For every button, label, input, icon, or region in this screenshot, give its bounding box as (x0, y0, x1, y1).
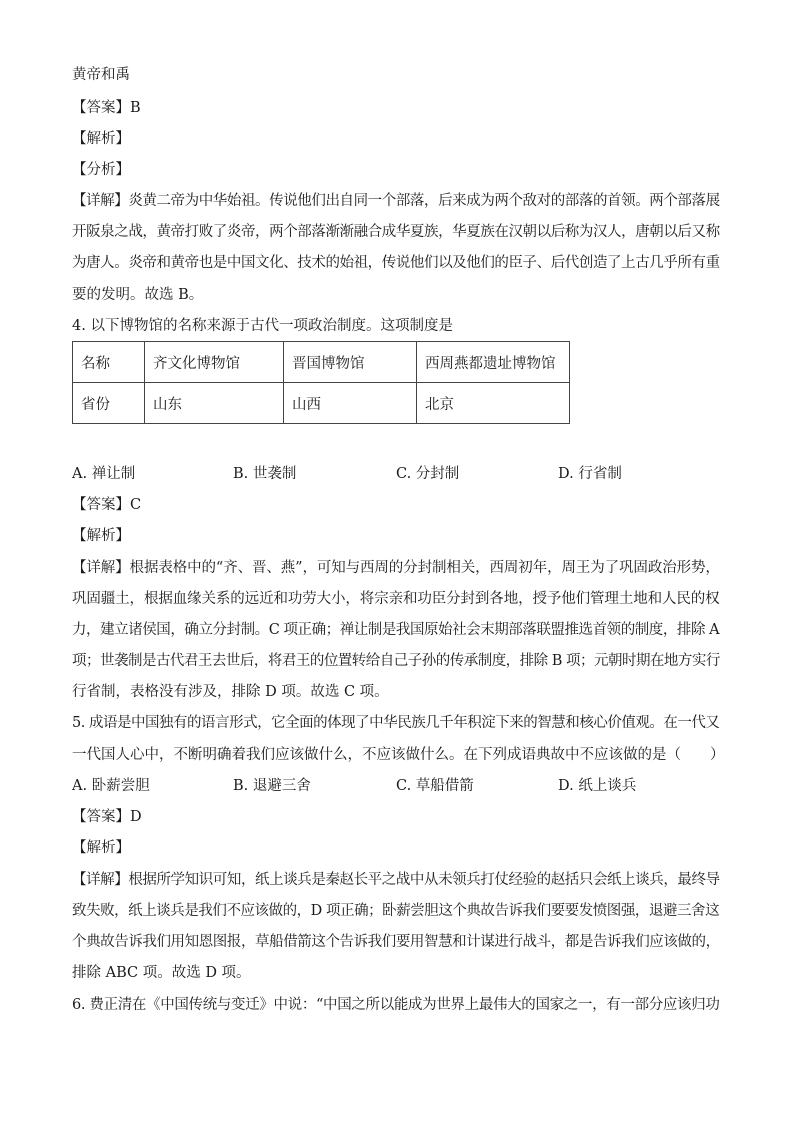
explanation-line: 力，建立诸侯国，确立分封制。C 项正确；禅让制是我国原始社会末期部落联盟推选首领的制度，排除 A (72, 622, 720, 638)
option-a: A. 禅让制 (72, 466, 136, 482)
table-row (73, 342, 570, 383)
table-cell: 晋国博物馆 (284, 342, 417, 383)
table-cell: 齐文化博物馆 (145, 342, 284, 383)
explanation-line: 巩固疆土，根据血缘关系的远近和功劳大小，将宗亲和功臣分封到各地，授予他们管理土地和人民的权 (72, 591, 720, 607)
explanation-line: 【详解】根据所学知识可知，纸上谈兵是秦赵长平之战中从未领兵打仗经验的赵括只会纸上谈兵，最终导 (72, 872, 720, 888)
analysis-subheading: 【分析】 (72, 162, 130, 178)
option-d: D. 行省制 (558, 466, 622, 482)
explanation-line: 行省制，表格没有涉及，排除 D 项。故选 C 项。 (72, 684, 389, 700)
question-5-line: 5. 成语是中国独有的语言形式，它全面的体现了中华民族几千年积淀下来的智慧和核心价值观。在一代又 (72, 715, 720, 731)
explanation-line: 要的发明。故选 B。 (72, 287, 204, 303)
explanation-line: 个典故告诉我们用知恩图报，草船借箭这个告诉我们要用智慧和计谋进行战斗，都是告诉我们应该做的， (72, 934, 720, 950)
option-b: B. 退避三舍 (233, 778, 311, 794)
explanation-line: 致失败，纸上谈兵是我们不应该做的，D 项正确；卧薪尝胆这个典故告诉我们要要发愤图强，退避三舍这 (72, 903, 720, 919)
option-a: A. 卧薪尝胆 (72, 778, 150, 794)
table-row (73, 383, 570, 424)
option-c: C. 草船借箭 (396, 778, 474, 794)
analysis-heading: 【解析】 (72, 131, 130, 147)
table-cell: 山西 (284, 383, 417, 424)
option-b: B. 世袭制 (233, 466, 297, 482)
answer-label: 【答案】D (72, 809, 142, 825)
explanation-line: 项；世袭制是古代君王去世后，将君王的位置转给自己子孙的传承制度，排除 B 项；元朝时期在地方实行 (72, 653, 720, 669)
question-4: 4. 以下博物馆的名称来源于古代一项政治制度。这项制度是 (72, 318, 453, 334)
analysis-heading: 【解析】 (72, 840, 130, 856)
explanation-line: 为唐人。炎帝和黄帝也是中国文化、技术的始祖，传说他们以及他们的臣子、后代创造了上古几乎所有重 (72, 255, 720, 271)
question-5-line: 一代国人心中，不断明确着我们应该做什么，不应该做什么。在下列成语典故中不应该做的是（ ） (72, 747, 725, 763)
answer-label: 【答案】C (72, 497, 142, 513)
table-cell: 西周燕都遗址博物馆 (417, 342, 570, 383)
answer-option-text: 黄帝和禹 (72, 67, 130, 83)
question-6: 6. 费正清在《中国传统与变迁》中说：“中国之所以能成为世界上最伟大的国家之一，有一部分应该归功 (72, 997, 720, 1013)
table-cell: 北京 (417, 383, 570, 424)
analysis-heading: 【解析】 (72, 528, 130, 544)
explanation-line: 开阪泉之战，黄帝打败了炎帝，两个部落渐渐融合成华夏族，华夏族在汉朝以后称为汉人，唐朝以后又称 (72, 224, 720, 240)
explanation-line: 排除 ABC 项。故选 D 项。 (72, 965, 251, 981)
explanation-line: 【详解】根据表格中的“齐、晋、燕”，可知与西周的分封制相关，西周初年，周王为了巩固政治形势， (72, 560, 720, 576)
table-cell: 省份 (73, 383, 145, 424)
question-5-options (72, 777, 732, 795)
table-cell: 山东 (145, 383, 284, 424)
answer-label: 【答案】B (72, 100, 141, 116)
table-cell: 名称 (73, 342, 145, 383)
option-d: D. 纸上谈兵 (558, 778, 637, 794)
museum-table (72, 341, 570, 424)
question-4-options (72, 465, 732, 483)
option-c: C. 分封制 (396, 466, 460, 482)
explanation-line: 【详解】炎黄二帝为中华始祖。传说他们出自同一个部落，后来成为两个敌对的部落的首领。两个部落展 (72, 193, 720, 209)
